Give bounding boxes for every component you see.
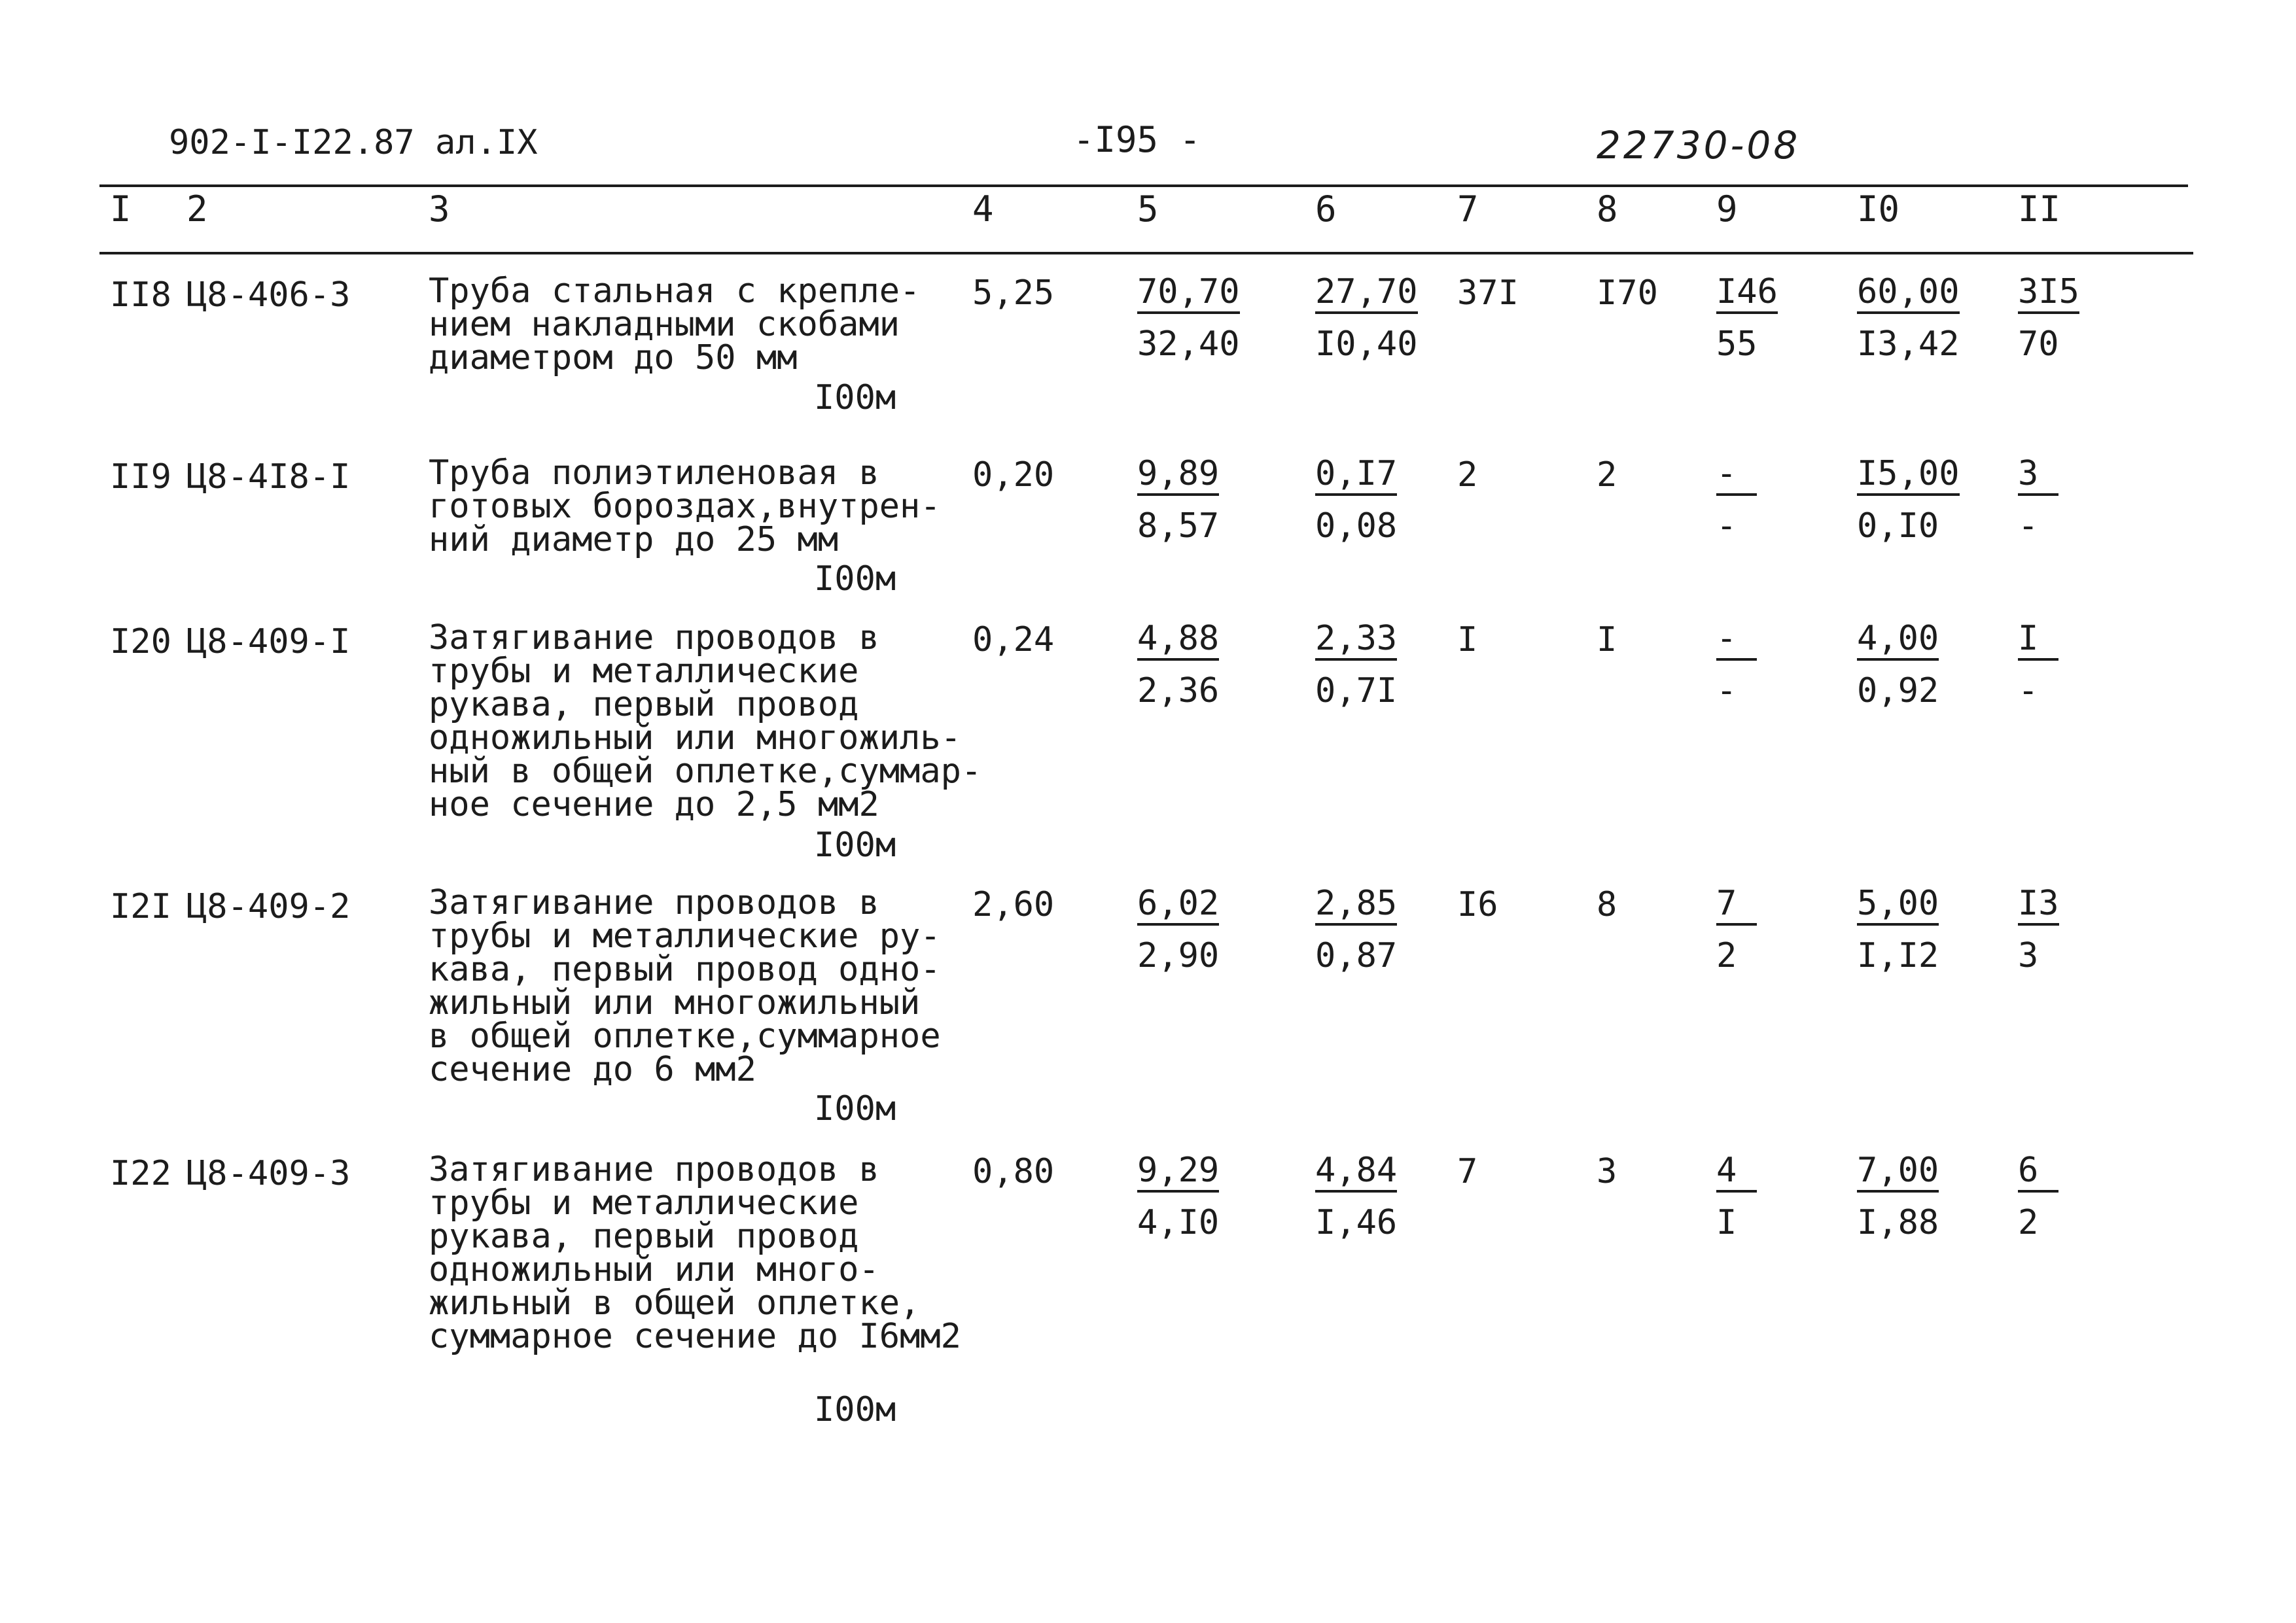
row-number: I22: [110, 1154, 171, 1193]
column-number: 9: [1716, 188, 1738, 230]
column-9-value-numerator: 7: [1716, 886, 1757, 926]
document-code: 902-I-I22.87 ал.IX: [169, 123, 538, 162]
column-6-value-denominator: I,46: [1315, 1203, 1398, 1242]
column-6-value-denominator: 0,08: [1315, 506, 1398, 546]
row-number: II9: [110, 457, 171, 497]
column-9-value-denominator: 55: [1716, 324, 1757, 364]
description-line: Труба полиэтиленовая в: [429, 453, 879, 493]
norm-code: Ц8-409-2: [186, 887, 351, 926]
column-11-value: [2018, 1153, 2058, 1240]
row-number: I20: [110, 622, 171, 661]
measure-unit: I00м: [814, 826, 896, 865]
column-6-value-denominator: I0,40: [1315, 324, 1418, 364]
description-line: Затягивание проводов в: [429, 1150, 879, 1189]
column-number: 7: [1457, 188, 1479, 230]
description-line: в общей оплетке,суммарное: [429, 1017, 941, 1056]
column-8-value: 8: [1597, 885, 1617, 924]
column-7-value: 7: [1457, 1152, 1478, 1191]
column-4-value: 0,24: [972, 620, 1055, 659]
description-line: трубы и металлические ру-: [429, 916, 941, 956]
column-10-value: [1857, 621, 1939, 708]
column-4-value: 5,25: [972, 273, 1055, 313]
column-5-value-denominator: 2,36: [1137, 671, 1220, 710]
column-8-value: 2: [1597, 455, 1617, 495]
column-9-value: [1716, 886, 1757, 973]
norm-code: Ц8-409-I: [186, 622, 351, 661]
description-line: кава, первый провод одно-: [429, 950, 941, 989]
column-11-value-numerator: I3: [2018, 886, 2059, 926]
measure-unit: I00м: [814, 1089, 896, 1128]
column-10-value-numerator: 5,00: [1857, 886, 1939, 926]
column-10-value-denominator: I,88: [1857, 1203, 1939, 1242]
column-9-value: [1716, 621, 1757, 708]
column-10-value: [1857, 886, 1939, 973]
column-11-value-numerator: 6: [2018, 1153, 2058, 1193]
column-7-value: 2: [1457, 455, 1478, 495]
description-line: ное сечение до 2,5 мм2: [429, 785, 879, 824]
norm-code: Ц8-409-3: [186, 1154, 351, 1193]
work-description: [429, 453, 941, 559]
column-5-value-denominator: 32,40: [1137, 324, 1240, 364]
description-line: диаметром до 50 мм: [429, 338, 798, 377]
column-11-value-denominator: 3: [2018, 936, 2039, 975]
column-5-value: [1137, 1153, 1219, 1240]
column-6-value-numerator: 0,I7: [1315, 457, 1397, 496]
description-line: жильный или многожильный: [429, 983, 921, 1022]
column-6-value-numerator: 27,70: [1315, 275, 1418, 314]
norm-code: Ц8-406-3: [186, 275, 351, 315]
column-8-value: I: [1597, 620, 1617, 659]
column-9-value-numerator: -: [1716, 457, 1757, 496]
row-number: I2I: [110, 887, 171, 926]
header-bottom-rule: [99, 252, 2193, 254]
page-number: -I95 -: [1073, 119, 1201, 160]
column-11-value-denominator: 2: [2018, 1203, 2039, 1242]
column-4-value: 2,60: [972, 885, 1055, 924]
column-11-value-denominator: -: [2018, 671, 2039, 710]
column-10-value-denominator: I3,42: [1857, 324, 1960, 364]
column-5-value-denominator: 4,I0: [1137, 1203, 1220, 1242]
description-line: нием накладными скобами: [429, 305, 900, 344]
column-6-value: [1315, 621, 1397, 708]
description-line: трубы и металлические: [429, 1183, 859, 1223]
column-9-value-denominator: 2: [1716, 936, 1737, 975]
header-top-rule: [99, 184, 2188, 187]
column-5-value-numerator: 4,88: [1137, 621, 1219, 661]
column-9-value-numerator: I46: [1716, 275, 1778, 314]
column-5-value-numerator: 9,89: [1137, 457, 1219, 496]
column-10-value: [1857, 454, 1960, 546]
column-9-value-numerator: -: [1716, 621, 1757, 661]
norm-code: Ц8-4I8-I: [186, 457, 351, 497]
column-6-value: [1315, 272, 1418, 364]
column-number: 4: [972, 188, 994, 230]
column-11-value: [2018, 454, 2058, 546]
column-10-value-denominator: 0,I0: [1857, 506, 1939, 546]
column-number: 2: [186, 188, 208, 230]
measure-unit: I00м: [814, 378, 896, 417]
description-line: жильный в общей оплетке,: [429, 1283, 921, 1323]
column-11-value-numerator: 3I5: [2018, 275, 2079, 314]
column-4-value: 0,80: [972, 1152, 1055, 1191]
column-7-value: I6: [1457, 885, 1498, 924]
column-number: I: [110, 188, 132, 230]
description-line: трубы и металлические: [429, 652, 859, 691]
column-10-value-numerator: 60,00: [1857, 275, 1960, 314]
column-11-value: [2018, 886, 2059, 973]
column-6-value: [1315, 454, 1398, 546]
description-line: Труба стальная с крепле-: [429, 271, 921, 311]
column-10-value: [1857, 1153, 1939, 1240]
column-9-value-denominator: -: [1716, 506, 1737, 546]
description-line: суммарное сечение до I6мм2: [429, 1317, 961, 1356]
column-10-value-numerator: 7,00: [1857, 1153, 1939, 1193]
description-line: одножильный или многожиль-: [429, 718, 961, 758]
column-7-value: I: [1457, 620, 1478, 659]
column-6-value-numerator: 2,33: [1315, 621, 1397, 661]
column-10-value-numerator: 4,00: [1857, 621, 1939, 661]
column-5-value-denominator: 8,57: [1137, 506, 1220, 546]
column-5-value-denominator: 2,90: [1137, 936, 1220, 975]
column-7-value: 37I: [1457, 273, 1519, 313]
column-10-value: [1857, 272, 1960, 364]
column-11-value: [2018, 272, 2079, 364]
row-number: II8: [110, 275, 171, 315]
column-10-value-numerator: I5,00: [1857, 457, 1960, 496]
description-line: ный в общей оплетке,суммар-: [429, 752, 982, 791]
description-line: готовых бороздах,внутрен-: [429, 487, 941, 526]
column-number: 6: [1315, 188, 1337, 230]
column-4-value: 0,20: [972, 455, 1055, 495]
column-5-value-numerator: 6,02: [1137, 886, 1219, 926]
column-number: 3: [429, 188, 450, 230]
description-line: рукава, первый провод: [429, 1217, 859, 1256]
column-11-value-numerator: I: [2018, 621, 2058, 661]
column-11-value-denominator: 70: [2018, 324, 2059, 364]
column-11-value: [2018, 621, 2058, 708]
column-5-value-numerator: 9,29: [1137, 1153, 1219, 1193]
column-11-value-denominator: -: [2018, 506, 2039, 546]
column-6-value: [1315, 886, 1397, 973]
description-line: сечение до 6 мм2: [429, 1050, 756, 1089]
column-6-value: [1315, 1153, 1397, 1240]
document-stamp-number: 22730-08: [1597, 123, 1801, 167]
description-line: Затягивание проводов в: [429, 883, 879, 922]
work-description: [429, 883, 941, 1089]
column-8-value: 3: [1597, 1152, 1617, 1191]
column-9-value: [1716, 1153, 1757, 1240]
column-5-value: [1137, 886, 1219, 973]
column-5-value-numerator: 70,70: [1137, 275, 1240, 314]
column-9-value: [1716, 454, 1757, 546]
column-8-value: I70: [1597, 273, 1658, 313]
column-10-value-denominator: I,I2: [1857, 936, 1939, 975]
measure-unit: I00м: [814, 1390, 896, 1429]
work-description: [429, 618, 982, 824]
column-6-value-numerator: 4,84: [1315, 1153, 1397, 1193]
column-9-value-numerator: 4: [1716, 1153, 1757, 1193]
column-5-value: [1137, 272, 1240, 364]
column-6-value-denominator: 0,87: [1315, 936, 1398, 975]
column-number: I0: [1857, 188, 1900, 230]
work-description: [429, 1150, 961, 1356]
description-line: рукава, первый провод: [429, 685, 859, 724]
work-description: [429, 271, 921, 377]
description-line: Затягивание проводов в: [429, 618, 879, 657]
column-5-value: [1137, 621, 1219, 708]
description-line: одножильный или много-: [429, 1250, 879, 1289]
measure-unit: I00м: [814, 559, 896, 599]
column-number: 5: [1137, 188, 1159, 230]
column-9-value: [1716, 272, 1778, 364]
column-number: 8: [1597, 188, 1618, 230]
description-line: ний диаметр до 25 мм: [429, 520, 839, 559]
column-9-value-denominator: I: [1716, 1203, 1737, 1242]
column-9-value-denominator: -: [1716, 671, 1737, 710]
column-11-value-numerator: 3: [2018, 457, 2058, 496]
column-10-value-denominator: 0,92: [1857, 671, 1939, 710]
column-5-value: [1137, 454, 1220, 546]
column-6-value-denominator: 0,7I: [1315, 671, 1398, 710]
column-number: II: [2018, 188, 2061, 230]
column-6-value-numerator: 2,85: [1315, 886, 1397, 926]
